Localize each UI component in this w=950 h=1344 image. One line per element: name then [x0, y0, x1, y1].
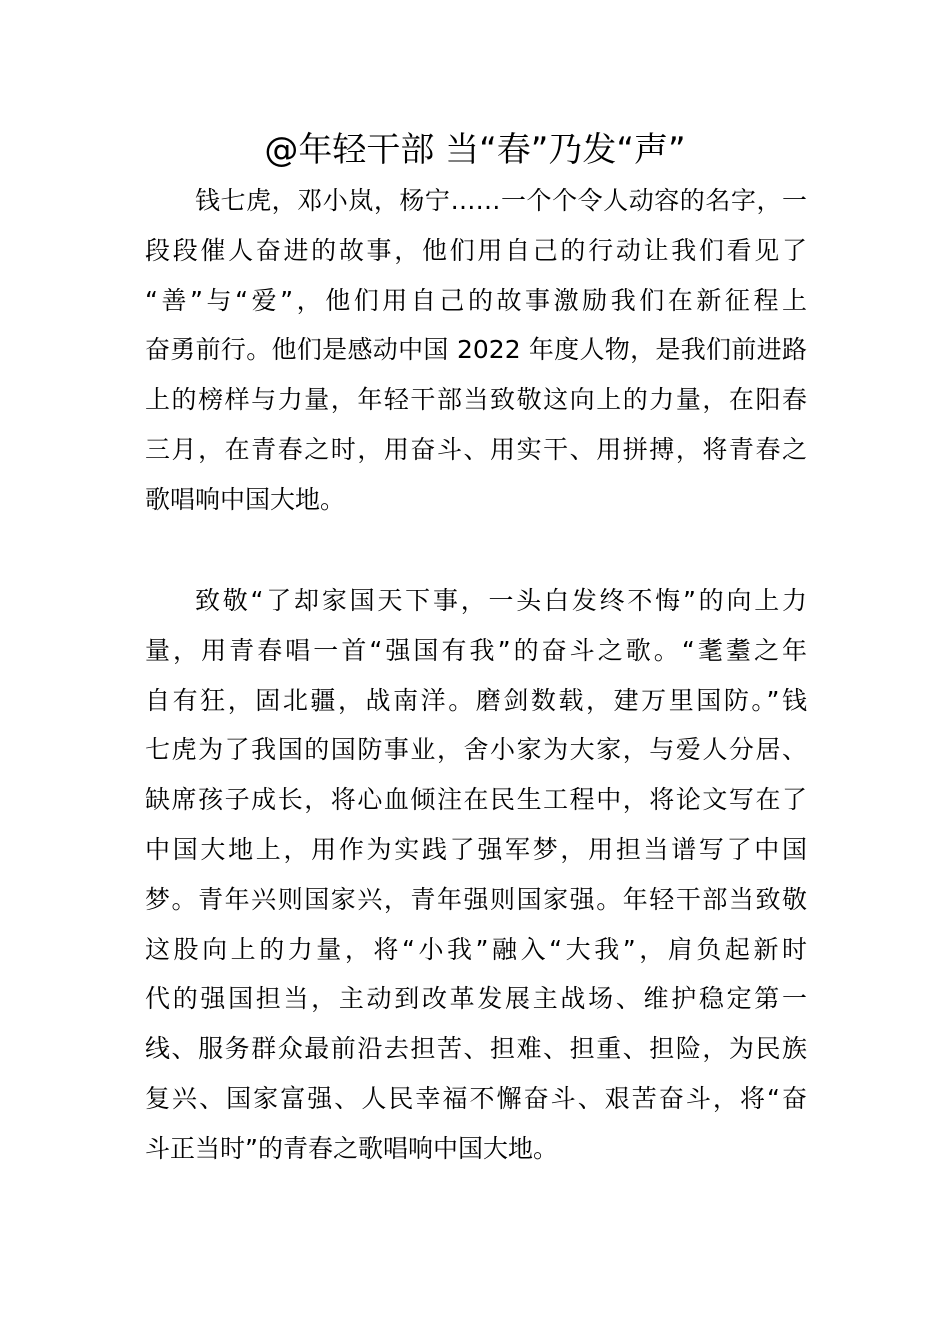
paragraph-line: 致敬“了却家国天下事，一头白发终不悔”的向上力 [195, 586, 807, 615]
paragraph-1 [145, 176, 807, 525]
paragraph-line: 奋勇前行。他们是感动中国 2022 年度人物，是我们前进路 [145, 335, 807, 365]
paragraph-line: 三月，在青春之时，用奋斗、用实干、用拼搏，将青春之 [145, 434, 807, 464]
paragraph-line: 段段催人奋进的故事，他们用自己的行动让我们看见了 [145, 235, 807, 265]
paragraph-line: 梦。青年兴则国家兴，青年强则国家强。年轻干部当致敬 [145, 884, 807, 914]
paragraph-line: 复兴、国家富强、人民幸福不懈奋斗、艰苦奋斗，将“奋 [145, 1083, 807, 1113]
paragraph-line: 这股向上的力量，将“小我”融入“大我”，肩负起新时 [145, 934, 807, 964]
paragraph-line: 歌唱响中国大地。 [145, 484, 346, 514]
document-title: @年轻干部 当“春”乃发“声” [264, 130, 686, 170]
paragraph-2 [145, 576, 807, 1174]
paragraph-line: 中国大地上，用作为实践了强军梦，用担当谱写了中国 [145, 834, 807, 864]
paragraph-line: 钱七虎，邓小岚，杨宁……一个个令人动容的名字，一 [195, 186, 807, 215]
paragraph-line: 缺席孩子成长，将心血倾注在民生工程中，将论文写在了 [145, 785, 807, 815]
paragraph-line: 上的榜样与力量，年轻干部当致敬这向上的力量，在阳春 [145, 385, 807, 415]
paragraph-line: 量，用青春唱一首“强国有我”的奋斗之歌。“耄耋之年 [145, 635, 807, 665]
paragraph-line: 七虎为了我国的国防事业，舍小家为大家，与爱人分居、 [145, 735, 807, 765]
paragraph-line: 自有狂，固北疆，战南洋。磨剑数载，建万里国防。”钱 [145, 685, 807, 715]
paragraph-line: “善”与“爱”，他们用自己的故事激励我们在新征程上 [145, 285, 807, 315]
paragraph-line: 代的强国担当，主动到改革发展主战场、维护稳定第一 [145, 984, 807, 1014]
paragraph-line: 斗正当时”的青春之歌唱响中国大地。 [145, 1133, 558, 1163]
paragraph-line: 线、服务群众最前沿去担苦、担难、担重、担险，为民族 [145, 1034, 807, 1064]
